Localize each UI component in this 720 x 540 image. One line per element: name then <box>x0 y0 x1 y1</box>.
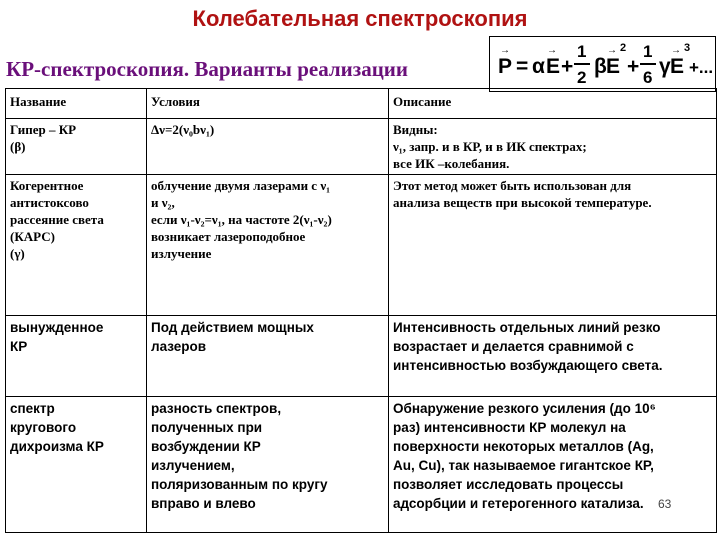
formula-dots: +... <box>689 58 714 77</box>
cell-line: поляризованным по кругу <box>151 477 328 492</box>
cell-conditions <box>147 316 389 397</box>
cell-description <box>389 397 717 533</box>
cell-line: Au, Cu), так называемое гигантское КР, <box>393 458 654 473</box>
cell-line: возрастает и делается сравнимой с <box>393 339 634 354</box>
cell-name <box>6 397 147 533</box>
formula-P: P <box>498 55 513 78</box>
cell-line: возникает лазероподобное <box>151 229 306 244</box>
cell-name <box>6 119 147 175</box>
header-description: Описание <box>389 89 717 119</box>
cell-line: и ν₂, <box>151 195 175 210</box>
table-row <box>6 397 717 533</box>
cell-line: позволяет исследовать процессы <box>393 477 624 492</box>
cell-line: кругового <box>10 420 77 435</box>
cell-line: Δν=2(ν₀bν₁) <box>151 122 215 137</box>
raman-variants-table <box>5 88 717 533</box>
formula-alpha: α <box>532 55 545 78</box>
cell-line: возбуждении КР <box>151 439 261 454</box>
cell-line: полученных при <box>151 420 263 435</box>
cell-line: Этот метод может быть использован для <box>393 178 632 193</box>
cell-line: (КАРС) <box>10 229 55 244</box>
formula-gamma: γ <box>659 55 671 78</box>
polarization-formula <box>489 36 716 92</box>
cell-line: адсорбции и гетерогенного катализа. <box>393 496 644 511</box>
formula-E2: E <box>606 55 621 78</box>
cell-line: облучение двумя лазерами с ν₁ <box>151 178 331 193</box>
cell-conditions <box>147 119 389 175</box>
cell-line: (β) <box>10 139 26 154</box>
cell-line: антистоксово <box>10 195 89 210</box>
cell-description <box>389 175 717 316</box>
cell-line: Интенсивность отдельных линий резко <box>393 320 661 335</box>
cell-description <box>389 119 717 175</box>
cell-line: анализа веществ при высокой температуре. <box>393 195 652 210</box>
cell-line: лазеров <box>151 339 207 354</box>
cell-line: Видны: <box>393 122 438 137</box>
formula-num-1b: 1 <box>643 42 653 61</box>
formula-equals: = <box>516 55 529 78</box>
cell-line: Под действием мощных <box>151 320 314 335</box>
formula-arrow-E3: → <box>671 45 681 56</box>
cell-line: Гипер – КР <box>10 122 77 137</box>
table-row <box>6 175 717 316</box>
formula-E3: E <box>670 55 685 78</box>
cell-line: рассеяние света <box>10 212 104 227</box>
formula-den-6: 6 <box>643 68 653 87</box>
table-row <box>6 119 717 175</box>
formula-plus-1: + <box>561 55 574 78</box>
cell-line: ν₁, запр. и в КР, и в ИК спектрах; <box>393 139 587 154</box>
formula-beta: β <box>594 55 607 78</box>
cell-line: дихроизма КР <box>10 439 104 454</box>
header-conditions: Условия <box>147 89 389 119</box>
formula-power-3: 3 <box>684 42 691 54</box>
cell-name <box>6 175 147 316</box>
cell-line: вынужденное <box>10 320 104 335</box>
formula-power-2: 2 <box>620 42 627 54</box>
formula-E1: E <box>546 55 561 78</box>
cell-line: Когерентное <box>10 178 84 193</box>
formula-arrow-P: → <box>500 45 510 56</box>
header-name: Название <box>6 89 147 119</box>
cell-line: спектр <box>10 401 55 416</box>
formula-arrow-E1: → <box>547 45 557 56</box>
table-row <box>6 316 717 397</box>
cell-line: все ИК –колебания. <box>393 156 510 171</box>
page-number: 63 <box>658 497 672 511</box>
table-header-row <box>6 89 717 119</box>
slide-title: Колебательная спектроскопия <box>192 6 528 31</box>
cell-line: интенсивностью возбуждающего света. <box>393 358 663 373</box>
cell-line: (γ) <box>10 246 25 261</box>
cell-line: вправо и влево <box>151 496 256 511</box>
cell-conditions <box>147 175 389 316</box>
slide-subtitle: КР-спектроскопия. Варианты реализации <box>6 57 408 81</box>
cell-description <box>389 316 717 397</box>
cell-line: разность спектров, <box>151 401 282 416</box>
cell-line: КР <box>10 339 28 354</box>
formula-arrow-E2: → <box>607 45 617 56</box>
cell-conditions <box>147 397 389 533</box>
cell-line: поверхности некоторых металлов (Ag, <box>393 439 654 454</box>
formula-den-2: 2 <box>577 68 587 87</box>
formula-num-1: 1 <box>577 42 587 61</box>
cell-line: Обнаружение резкого усиления (до 10⁶ <box>393 401 656 416</box>
cell-name <box>6 316 147 397</box>
cell-line: если ν₁-ν₂=ν₁, на частоте 2(ν₁-ν₂) <box>151 212 332 227</box>
cell-line: раз) интенсивности КР молекул на <box>393 420 626 435</box>
cell-line: излучение <box>151 246 212 261</box>
cell-line: излучением, <box>151 458 235 473</box>
formula-plus-2: + <box>627 55 640 78</box>
